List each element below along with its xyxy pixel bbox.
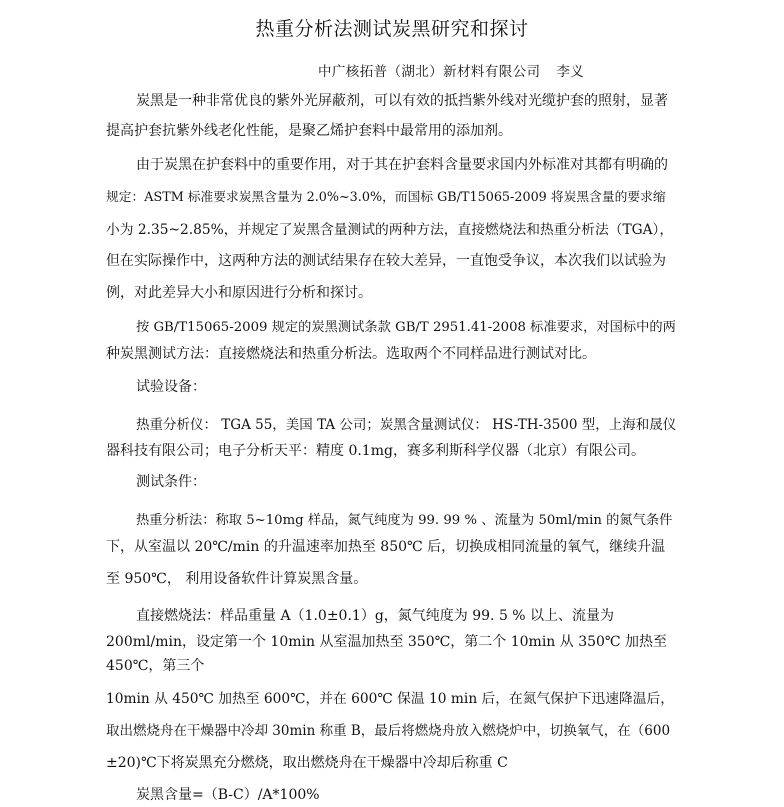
author-line (318, 60, 584, 80)
paragraph-line: 规定：ASTM 标准要求炭黑含量为 2.0%~3.0%，而国标 GB/T15065-2009 将炭黑含量的要求缩 (106, 190, 666, 205)
paragraph-line: 器科技有限公司；电子分析天平：精度 0.1mg，赛多利斯科学仪器（北京）有限公司。 (106, 443, 645, 459)
paragraph-line: 热重分析仪： TGA 55，美国 TA 公司；炭黑含量测试仪： HS-TH-3500 型，上海和晟仪 (136, 417, 677, 433)
paragraph-line: 提高护套抗紫外线老化性能，是聚乙烯护套料中最常用的添加剂。 (106, 123, 512, 139)
paragraph-line: 小为 2.35~2.85%，并规定了炭黑含量测试的两种方法，直接燃烧法和热重分析法（TGA）， (106, 222, 674, 238)
formula-line: 炭黑含量=（B-C）/A*100% (136, 787, 320, 803)
paragraph-line: 450℃，第三个 (106, 658, 205, 674)
section-heading-conditions: 测试条件： (136, 474, 206, 490)
paragraph-line: 但在实际操作中，这两种方法的测试结果存在较大差异，一直饱受争议，本次我们以试验为 (106, 253, 666, 269)
paragraph-line: 种炭黑测试方法：直接燃烧法和热重分析法。选取两个不同样品进行测试对比。 (106, 346, 596, 362)
paragraph-line: 按 GB/T15065-2009 规定的炭黑测试条款 GB/T 2951.41-2008 标准要求，对国标中的两 (136, 320, 676, 335)
paragraph-line: 例，对此差异大小和原因进行分析和探讨。 (106, 285, 372, 301)
section-heading-equipment: 试验设备： (136, 379, 206, 395)
paragraph-line: 热重分析法：称取 5~10mg 样品，氮气纯度为 99. 99 % 、流量为 50ml/min 的氮气条件 (136, 513, 673, 528)
paragraph-line: 炭黑是一种非常优良的紫外光屏蔽剂，可以有效的抵挡紫外线对光缆护套的照射，显著 (136, 93, 668, 109)
paragraph-line: 由于炭黑在护套料中的重要作用，对于其在护套料含量要求国内外标准对其都有明确的 (136, 157, 668, 173)
paragraph-line: 取出燃烧舟在干燥器中冷却 30min 称重 B，最后将燃烧舟放入燃烧炉中，切换氧气，在（600 (106, 723, 671, 739)
paragraph-line: 200ml/min，设定第一个 10min 从室温加热至 350℃，第二个 10min 从 350℃ 加热至 (106, 634, 668, 650)
paragraph-line: 至 950℃， 利用设备软件计算炭黑含量。 (106, 571, 368, 587)
paragraph-line: ±20)℃下将炭黑充分燃烧，取出燃烧舟在干燥器中冷却后称重 C (106, 755, 508, 771)
document-title: 热重分析法测试炭黑研究和探讨 (255, 18, 529, 40)
author-name: 李义 (556, 64, 585, 80)
paragraph-line: 10min 从 450℃ 加热至 600℃，并在 600℃ 保温 10 min 后，在氮气保护下迅速降温后， (106, 691, 675, 707)
author-affiliation: 中广核拓普（湖北）新材料有限公司 (318, 64, 541, 80)
paragraph-line: 下，从室温以 20℃/min 的升温速率加热至 850℃ 后，切换成相同流量的氧气，继续升温 (106, 539, 666, 555)
paragraph-line: 直接燃烧法：样品重量 A（1.0±0.1）g，氮气纯度为 99. 5 % 以上、流量为 (136, 608, 615, 624)
